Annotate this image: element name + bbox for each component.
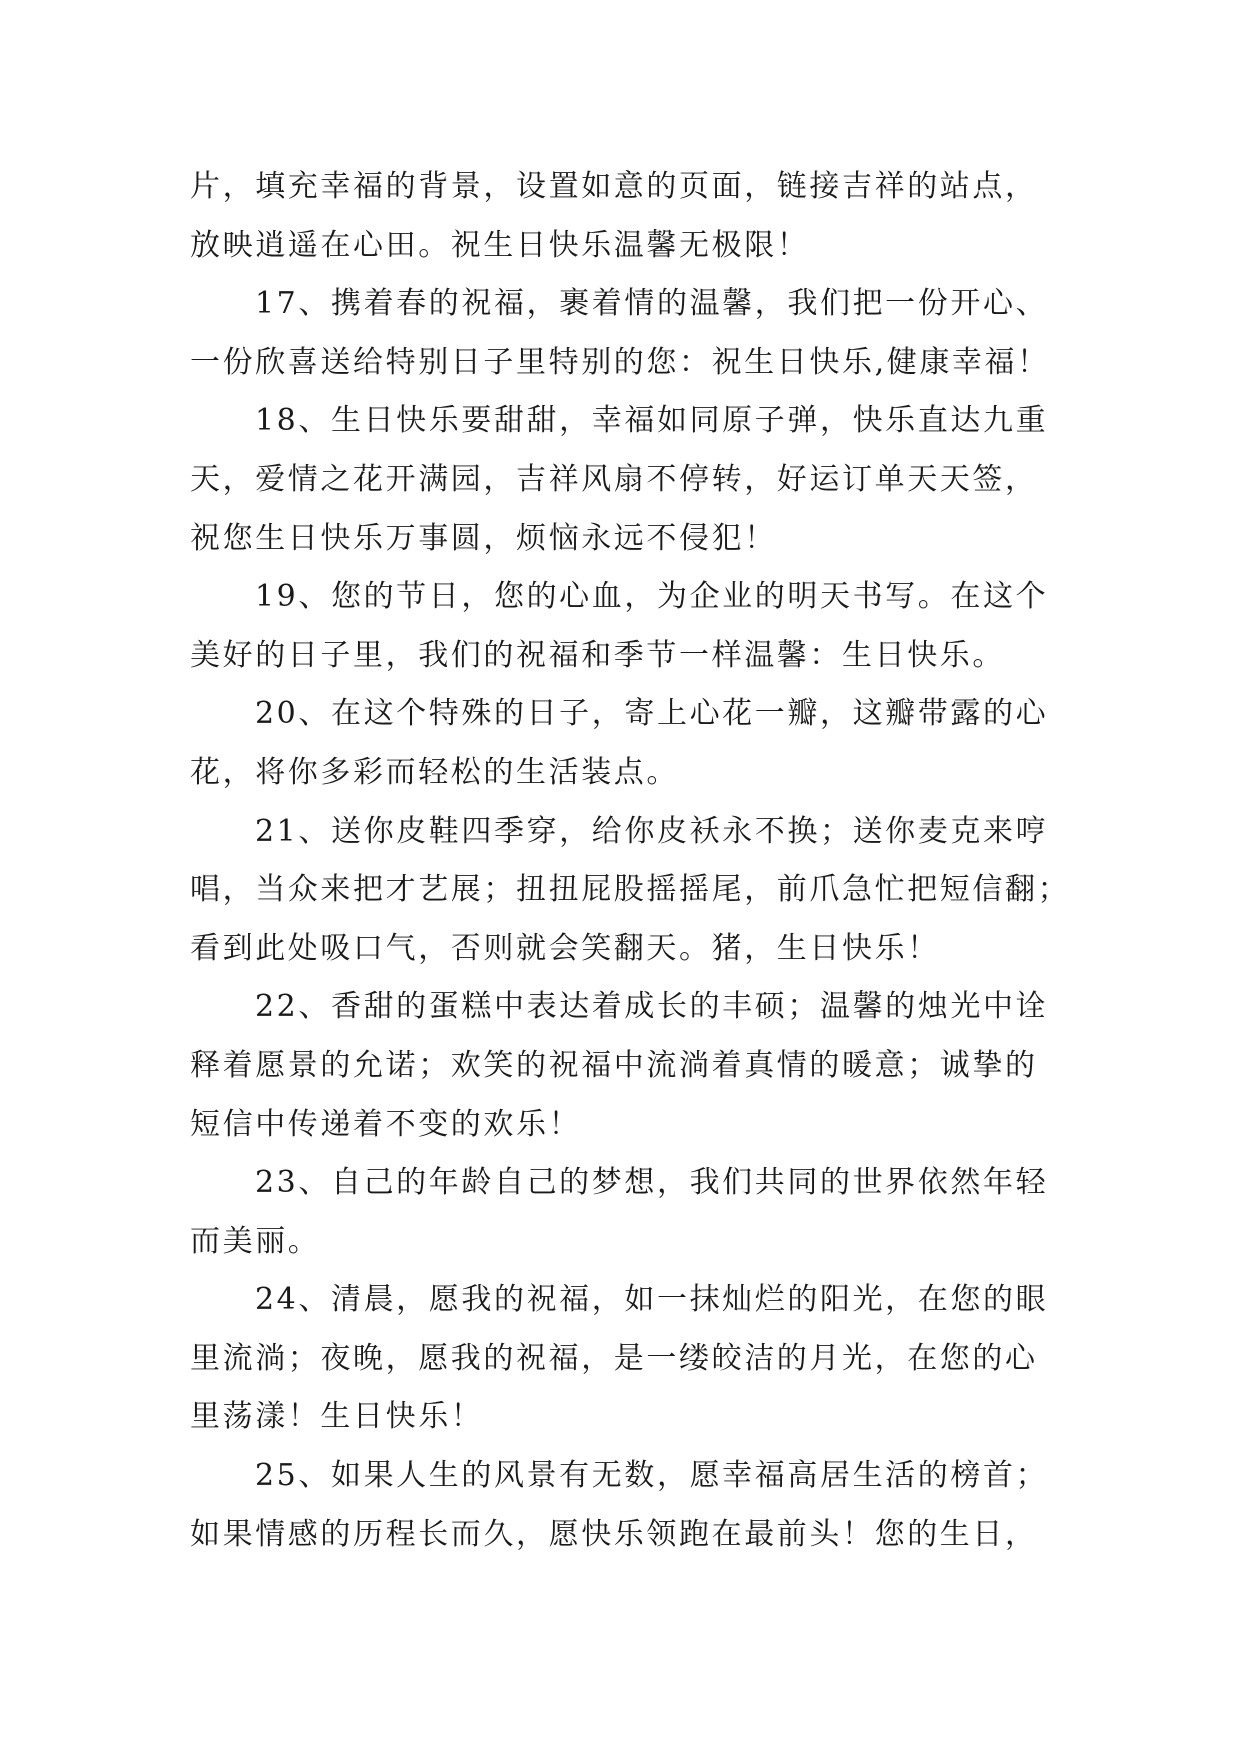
text-line: 20、在这个特殊的日子，寄上心花一瓣，这瓣带露的心 (255, 696, 1049, 732)
text-line: 22、香甜的蛋糕中表达着成长的丰硕；温馨的烛光中诠 (255, 989, 1049, 1025)
text-line: 21、送你皮鞋四季穿，给你皮袄永不换；送你麦克来哼 (255, 813, 1049, 849)
text-line: 19、您的节日，您的心血，为企业的明天书写。在这个 (255, 579, 1049, 615)
text-line: 放映逍遥在心田。祝生日快乐温馨无极限！ (190, 227, 810, 263)
text-line: 天，爱情之花开满园，吉祥风扇不停转，好运订单天天签， (190, 461, 1038, 497)
text-line: 里流淌；夜晚，愿我的祝福，是一缕皎洁的月光，在您的心 (190, 1340, 1038, 1376)
text-line: 祝您生日快乐万事圆，烦恼永远不侵犯！ (190, 520, 777, 556)
body-text (190, 158, 1071, 1564)
text-line: 美好的日子里，我们的祝福和季节一样温馨：生日快乐。 (190, 637, 1005, 673)
text-line: 18、生日快乐要甜甜，幸福如同原子弹，快乐直达九重 (255, 403, 1049, 439)
text-line: 24、清晨，愿我的祝福，如一抹灿烂的阳光，在您的眼 (255, 1282, 1049, 1318)
text-line: 而美丽。 (190, 1223, 321, 1259)
text-line: 里荡漾！生日快乐！ (190, 1399, 484, 1435)
text-line: 释着愿景的允诺；欢笑的祝福中流淌着真情的暖意；诚挚的 (190, 1047, 1038, 1083)
text-line: 短信中传递着不变的欢乐！ (190, 1106, 582, 1142)
text-line: 看到此处吸口气，否则就会笑翻天。猪，生日快乐！ (190, 930, 940, 966)
text-line: 花，将你多彩而轻松的生活装点。 (190, 754, 679, 790)
text-line: 一份欣喜送给特别日子里特别的您：祝生日快乐,健康幸福！ (190, 344, 1050, 380)
text-line: 片，填充幸福的背景，设置如意的页面，链接吉祥的站点， (190, 169, 1038, 204)
text-line: 25、如果人生的风景有无数，愿幸福高居生活的榜首； (255, 1458, 1049, 1494)
text-line: 如果情感的历程长而久，愿快乐领跑在最前头！您的生日， (190, 1516, 1038, 1552)
text-line: 唱，当众来把才艺展；扭扭屁股摇摇尾，前爪急忙把短信翻； (190, 872, 1071, 908)
text-line: 17、携着春的祝福，裹着情的温馨，我们把一份开心、 (255, 286, 1049, 322)
text-line: 23、自己的年龄自己的梦想，我们共同的世界依然年轻 (255, 1165, 1049, 1201)
